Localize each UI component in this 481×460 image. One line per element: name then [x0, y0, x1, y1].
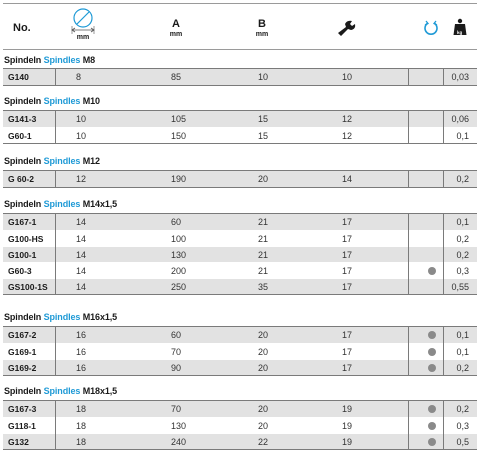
cell-length-b: 20: [258, 174, 269, 184]
cell-length-b: 21: [258, 250, 269, 260]
cell-weight: 0,1: [456, 347, 469, 357]
column-divider: [443, 214, 444, 294]
table-row: [3, 359, 477, 375]
cell-diameter: 18: [76, 437, 87, 447]
cell-article-no: G141-3: [8, 114, 37, 124]
table-row: [3, 401, 477, 417]
column-divider: [55, 111, 56, 143]
cell-length-b: 35: [258, 282, 269, 292]
table-row: [3, 127, 477, 143]
cell-diameter: 16: [76, 330, 87, 340]
cell-article-no: G 60-2: [8, 174, 34, 184]
section-thread-size: M14x1,5: [82, 199, 118, 209]
column-divider: [408, 327, 409, 375]
rotation-icon: [423, 20, 439, 36]
cell-length-a: 85: [171, 72, 182, 82]
cell-weight: 0,2: [456, 234, 469, 244]
table-row: [3, 343, 477, 359]
cell-wrench-size: 19: [342, 404, 353, 414]
cell-wrench-size: 17: [342, 282, 353, 292]
cell-length-b: 20: [258, 404, 269, 414]
cell-weight: 0,3: [456, 421, 469, 431]
cell-length-a: 200: [171, 266, 187, 276]
cell-wrench-size: 12: [342, 131, 353, 141]
cell-article-no: G132: [8, 437, 29, 447]
rotation-marker-icon: [428, 364, 436, 372]
section-title-english: Spindles: [43, 55, 81, 65]
column-divider: [55, 214, 56, 294]
section-title-german: Spindeln: [4, 386, 42, 396]
section-title-german: Spindeln: [4, 199, 42, 209]
cell-length-b: 21: [258, 217, 269, 227]
table-row: [3, 262, 477, 278]
rotation-marker-icon: [428, 348, 436, 356]
cell-article-no: G169-1: [8, 347, 37, 357]
cell-article-no: G167-2: [8, 330, 37, 340]
column-header-b: B mm: [255, 18, 269, 38]
cell-wrench-size: 12: [342, 114, 353, 124]
section-thread-size: M12: [82, 156, 100, 166]
column-divider: [408, 69, 409, 85]
cell-length-a: 130: [171, 421, 187, 431]
cell-length-a: 105: [171, 114, 187, 124]
cell-length-a: 150: [171, 131, 187, 141]
cell-wrench-size: 14: [342, 174, 353, 184]
cell-article-no: G100-HS: [8, 234, 44, 244]
cell-diameter: 12: [76, 174, 87, 184]
column-header-diameter: mm: [65, 4, 101, 51]
cell-length-b: 21: [258, 234, 269, 244]
cell-weight: 0,55: [451, 282, 469, 292]
cell-length-b: 21: [258, 266, 269, 276]
cell-wrench-size: 17: [342, 363, 353, 373]
cell-diameter: 14: [76, 282, 87, 292]
section-title-english: Spindles: [43, 199, 81, 209]
column-divider: [408, 111, 409, 143]
cell-weight: 0,2: [456, 363, 469, 373]
cell-weight: 0,03: [451, 72, 469, 82]
spindle-table: [3, 400, 477, 450]
cell-diameter: 18: [76, 421, 87, 431]
table-row: [3, 171, 477, 187]
column-divider: [443, 327, 444, 375]
column-divider: [443, 401, 444, 449]
cell-length-b: 15: [258, 114, 269, 124]
cell-length-b: 20: [258, 363, 269, 373]
section-title-english: Spindles: [43, 312, 81, 322]
cell-wrench-size: 17: [342, 250, 353, 260]
rotation-marker-icon: [428, 331, 436, 339]
cell-weight: 0,2: [456, 404, 469, 414]
cell-length-a: 250: [171, 282, 187, 292]
section-title-german: Spindeln: [4, 312, 42, 322]
spindle-table: [3, 170, 477, 188]
cell-length-b: 10: [258, 72, 269, 82]
table-row: [3, 417, 477, 433]
column-header-a: A mm: [169, 18, 183, 38]
column-divider: [443, 171, 444, 187]
diameter-icon: [68, 6, 98, 36]
cell-diameter: 14: [76, 250, 87, 260]
table-row: [3, 246, 477, 262]
section-title-english: Spindles: [43, 386, 81, 396]
cell-wrench-size: 19: [342, 437, 353, 447]
cell-weight: 0,1: [456, 131, 469, 141]
cell-diameter: 10: [76, 114, 87, 124]
table-header: [3, 3, 477, 50]
column-divider: [408, 214, 409, 294]
cell-diameter: 16: [76, 347, 87, 357]
rotation-marker-icon: [428, 267, 436, 275]
cell-length-a: 70: [171, 404, 182, 414]
column-divider: [55, 327, 56, 375]
cell-article-no: G60-1: [8, 131, 32, 141]
cell-weight: 0,1: [456, 330, 469, 340]
cell-weight: 0,2: [456, 250, 469, 260]
section-title-english: Spindles: [43, 96, 81, 106]
cell-length-b: 20: [258, 330, 269, 340]
cell-wrench-size: 17: [342, 266, 353, 276]
rotation-marker-icon: [428, 438, 436, 446]
table-row: [3, 278, 477, 294]
cell-wrench-size: 17: [342, 217, 353, 227]
cell-wrench-size: 17: [342, 234, 353, 244]
section-title-english: Spindles: [43, 156, 81, 166]
cell-article-no: G169-2: [8, 363, 37, 373]
section-title: [4, 96, 100, 106]
cell-diameter: 14: [76, 266, 87, 276]
column-divider: [408, 171, 409, 187]
cell-length-a: 60: [171, 217, 182, 227]
section-title-german: Spindeln: [4, 156, 42, 166]
section-title: [4, 312, 117, 322]
cell-length-a: 130: [171, 250, 187, 260]
cell-article-no: G167-3: [8, 404, 37, 414]
section-title: [4, 156, 100, 166]
cell-article-no: G100-1: [8, 250, 37, 260]
column-divider: [408, 401, 409, 449]
column-header-rotation: [421, 4, 441, 51]
cell-length-a: 90: [171, 363, 182, 373]
cell-length-b: 15: [258, 131, 269, 141]
cell-diameter: 16: [76, 363, 87, 373]
cell-weight: 0,3: [456, 266, 469, 276]
column-divider: [55, 69, 56, 85]
table-row: [3, 69, 477, 85]
column-divider: [55, 171, 56, 187]
table-row: [3, 111, 477, 127]
cell-length-b: 20: [258, 347, 269, 357]
wrench-icon: [336, 19, 360, 37]
section-thread-size: M16x1,5: [82, 312, 118, 322]
column-divider: [443, 111, 444, 143]
cell-length-a: 240: [171, 437, 187, 447]
cell-length-b: 22: [258, 437, 269, 447]
cell-wrench-size: 17: [342, 330, 353, 340]
section-thread-size: M18x1,5: [82, 386, 118, 396]
section-title-german: Spindeln: [4, 55, 42, 65]
cell-length-a: 70: [171, 347, 182, 357]
cell-weight: 0,1: [456, 217, 469, 227]
cell-length-a: 60: [171, 330, 182, 340]
cell-weight: 0,5: [456, 437, 469, 447]
column-divider: [55, 401, 56, 449]
section-title: [4, 199, 117, 209]
table-row: [3, 433, 477, 449]
cell-wrench-size: 10: [342, 72, 353, 82]
cell-weight: 0,06: [451, 114, 469, 124]
cell-weight: 0,2: [456, 174, 469, 184]
table-row: [3, 214, 477, 230]
cell-diameter: 18: [76, 404, 87, 414]
cell-wrench-size: 19: [342, 421, 353, 431]
column-header-no: No.: [13, 22, 31, 34]
cell-diameter: 14: [76, 234, 87, 244]
cell-length-a: 100: [171, 234, 187, 244]
cell-article-no: GS100-1S: [8, 282, 48, 292]
table-row: [3, 327, 477, 343]
column-header-wrench: [333, 4, 363, 51]
section-title: [4, 386, 117, 396]
section-thread-size: M10: [82, 96, 100, 106]
spindle-table: [3, 326, 477, 376]
column-header-weight: [451, 4, 469, 51]
cell-diameter: 10: [76, 131, 87, 141]
cell-article-no: G140: [8, 72, 29, 82]
cell-diameter: 8: [76, 72, 82, 82]
cell-length-b: 20: [258, 421, 269, 431]
weight-unit-badge: kg: [457, 30, 463, 35]
cell-wrench-size: 17: [342, 347, 353, 357]
rotation-marker-icon: [428, 405, 436, 413]
column-divider: [443, 69, 444, 85]
spindle-table: [3, 68, 477, 86]
spindle-table: [3, 110, 477, 144]
rotation-marker-icon: [428, 422, 436, 430]
cell-diameter: 14: [76, 217, 87, 227]
cell-article-no: G167-1: [8, 217, 37, 227]
cell-article-no: G118-1: [8, 421, 36, 431]
table-row: [3, 230, 477, 246]
cell-article-no: G60-3: [8, 266, 32, 276]
section-title: [4, 55, 95, 65]
section-thread-size: M8: [82, 55, 96, 65]
spindle-table: [3, 213, 477, 295]
cell-length-a: 190: [171, 174, 187, 184]
section-title-german: Spindeln: [4, 96, 42, 106]
